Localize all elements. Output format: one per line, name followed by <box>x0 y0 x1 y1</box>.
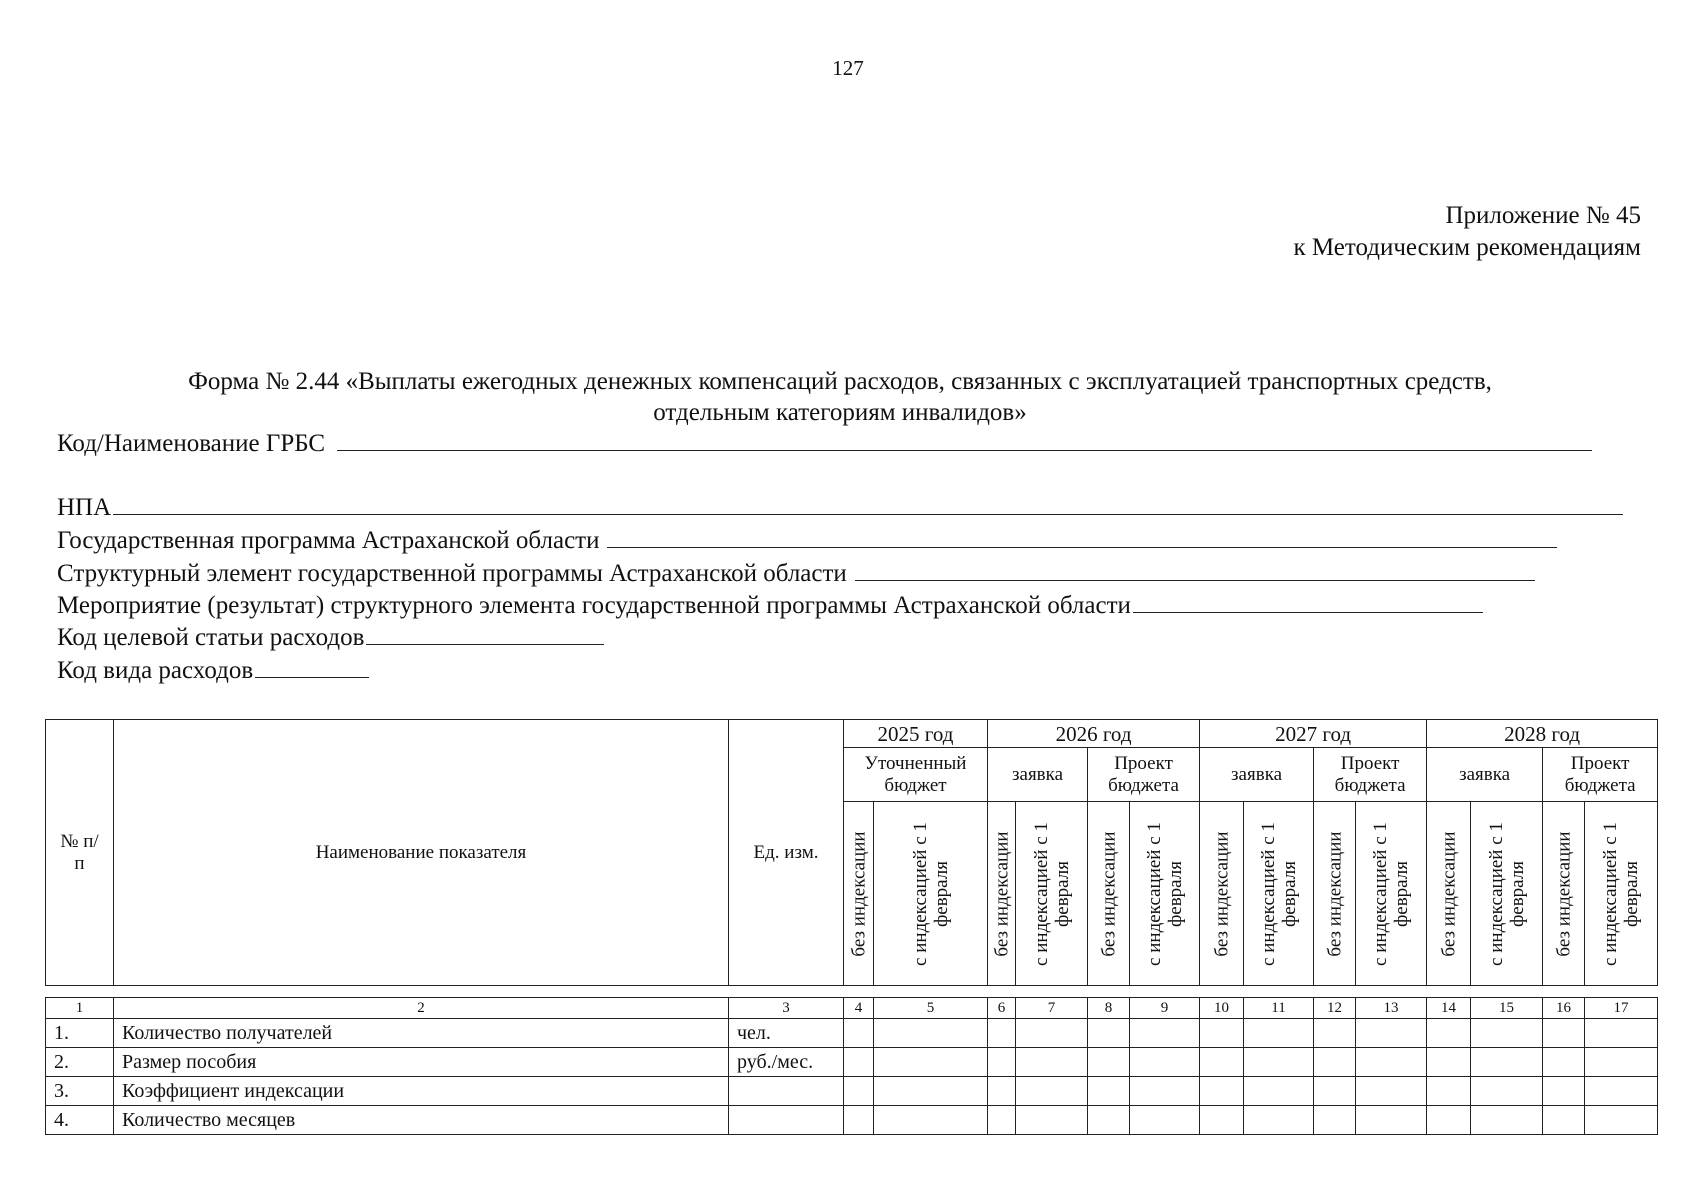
with-index-cell <box>1244 802 1314 986</box>
without-index-label: без индексации <box>1324 830 1346 957</box>
appendix-line2: к Методическим рекомендациям <box>1293 234 1641 261</box>
value-cell[interactable] <box>1130 1106 1200 1135</box>
column-number-cell: 7 <box>1016 998 1088 1019</box>
without-index-cell <box>1427 802 1471 986</box>
with-index-label: с индексацией с 1 февраля <box>1485 821 1528 966</box>
value-cell[interactable] <box>1314 1019 1356 1048</box>
without-index-cell <box>988 802 1016 986</box>
row-number: 4. <box>46 1106 114 1135</box>
with-index-cell <box>874 802 988 986</box>
with-index-cell <box>1016 802 1088 986</box>
column-number-cell: 13 <box>1356 998 1427 1019</box>
npa-fill-line[interactable] <box>113 492 1623 515</box>
value-cell[interactable] <box>1543 1019 1585 1048</box>
with-index-label: с индексацией с 1 февраля <box>1143 821 1186 966</box>
program-fill-line[interactable] <box>607 525 1557 548</box>
with-index-cell <box>1356 802 1427 986</box>
with-index-label: с индексацией с 1 февраля <box>1030 821 1073 966</box>
table-row <box>46 1048 1658 1077</box>
value-cell[interactable] <box>1314 1106 1356 1135</box>
value-cell[interactable] <box>1585 1048 1658 1077</box>
value-cell[interactable] <box>1088 1048 1130 1077</box>
npa-field <box>57 492 1623 522</box>
row-number: 1. <box>46 1019 114 1048</box>
value-cell[interactable] <box>1200 1106 1244 1135</box>
program-label: Государственная программа Астраханской области <box>57 527 600 554</box>
value-cell[interactable] <box>1244 1077 1314 1106</box>
without-index-label: без индексации <box>1098 830 1120 957</box>
table-row <box>46 1077 1658 1106</box>
row-indicator-name: Коэффициент индексации <box>114 1077 729 1106</box>
without-index-label: без индексации <box>1553 830 1575 957</box>
column-number-cell: 8 <box>1088 998 1130 1019</box>
column-number-cell: 6 <box>988 998 1016 1019</box>
value-cell[interactable] <box>1088 1019 1130 1048</box>
value-cell[interactable] <box>874 1106 988 1135</box>
target-code-field <box>57 622 604 652</box>
column-number-cell: 14 <box>1427 998 1471 1019</box>
with-index-cell <box>1130 802 1200 986</box>
year-2027: 2027 год <box>1200 720 1427 748</box>
value-cell[interactable] <box>988 1106 1016 1135</box>
request-2026: заявка <box>988 748 1088 802</box>
value-cell[interactable] <box>1427 1048 1471 1077</box>
structural-element-field <box>57 558 1535 588</box>
value-cell[interactable] <box>1200 1048 1244 1077</box>
value-cell[interactable] <box>1427 1077 1471 1106</box>
expense-code-label: Код вида расходов <box>57 657 254 684</box>
column-number-cell: 5 <box>874 998 988 1019</box>
value-cell[interactable] <box>1471 1048 1543 1077</box>
year-2028: 2028 год <box>1427 720 1658 748</box>
program-field <box>57 525 1557 555</box>
value-cell[interactable] <box>1016 1077 1088 1106</box>
expense-code-field <box>57 655 369 685</box>
form-title-line2: отдельным категориям инвалидов» <box>653 399 1027 426</box>
without-index-label: без индексации <box>848 830 869 957</box>
event-field <box>57 590 1483 620</box>
column-number-cell: 17 <box>1585 998 1658 1019</box>
value-cell[interactable] <box>1016 1019 1088 1048</box>
page-number: 127 <box>832 56 864 80</box>
value-cell[interactable] <box>1471 1019 1543 1048</box>
table-row <box>46 1019 1658 1048</box>
value-cell[interactable] <box>1427 1019 1471 1048</box>
row-indicator-name: Количество получателей <box>114 1019 729 1048</box>
with-index-label: с индексацией с 1 февраля <box>909 821 952 966</box>
without-index-label: без индексации <box>1438 830 1460 957</box>
value-cell[interactable] <box>1585 1019 1658 1048</box>
grbs-fill-line[interactable] <box>337 428 1592 451</box>
value-cell[interactable] <box>844 1048 874 1077</box>
row-unit: чел. <box>729 1019 844 1048</box>
target-code-label: Код целевой статьи расходов <box>57 624 365 651</box>
expense-code-fill-line[interactable] <box>255 655 369 678</box>
grbs-field <box>57 428 1592 458</box>
value-cell[interactable] <box>1016 1106 1088 1135</box>
value-cell[interactable] <box>874 1048 988 1077</box>
year-2025: 2025 год <box>844 720 988 748</box>
indicator-table-body <box>45 997 1658 1135</box>
without-index-cell <box>1088 802 1130 986</box>
with-index-label: с индексацией с 1 февраля <box>1257 821 1300 966</box>
structural-element-fill-line[interactable] <box>855 558 1535 581</box>
event-label: Мероприятие (результат) структурного элемента государственной программы Астраханской области <box>57 592 1131 619</box>
value-cell[interactable] <box>874 1019 988 1048</box>
structural-element-label: Структурный элемент государственной программы Астраханской области <box>57 560 847 587</box>
col-header-unit: Ед. изм. <box>729 720 844 986</box>
without-index-cell <box>1200 802 1244 986</box>
value-cell[interactable] <box>1130 1019 1200 1048</box>
request-2027: заявка <box>1200 748 1314 802</box>
without-index-cell <box>844 802 874 986</box>
value-cell[interactable] <box>1130 1048 1200 1077</box>
value-cell[interactable] <box>1200 1077 1244 1106</box>
row-unit <box>729 1106 844 1135</box>
value-cell[interactable] <box>1543 1048 1585 1077</box>
appendix-line1: Приложение № 45 <box>1445 202 1641 229</box>
value-cell[interactable] <box>1314 1048 1356 1077</box>
value-cell[interactable] <box>1200 1019 1244 1048</box>
row-indicator-name: Размер пособия <box>114 1048 729 1077</box>
value-cell[interactable] <box>1356 1106 1427 1135</box>
row-unit <box>729 1077 844 1106</box>
without-index-cell <box>1543 802 1585 986</box>
grbs-label: Код/Наименование ГРБС <box>57 430 326 457</box>
with-index-label: с индексацией с 1 февраля <box>1370 821 1413 966</box>
col-num-label: № п/п <box>60 830 99 874</box>
with-index-cell <box>1471 802 1543 986</box>
column-number-cell: 3 <box>729 998 844 1019</box>
value-cell[interactable] <box>874 1077 988 1106</box>
table-row <box>46 1106 1658 1135</box>
value-cell[interactable] <box>1471 1077 1543 1106</box>
value-cell[interactable] <box>1356 1019 1427 1048</box>
value-cell[interactable] <box>1543 1106 1585 1135</box>
column-number-cell: 4 <box>844 998 874 1019</box>
column-numbers-row <box>46 998 1658 1019</box>
draft-budget-2028: Проект бюджета <box>1543 748 1658 802</box>
with-index-cell <box>1585 802 1658 986</box>
draft-budget-2026: Проект бюджета <box>1088 748 1200 802</box>
value-cell[interactable] <box>1471 1106 1543 1135</box>
column-number-cell: 12 <box>1314 998 1356 1019</box>
without-index-cell <box>1314 802 1356 986</box>
value-cell[interactable] <box>1543 1077 1585 1106</box>
event-fill-line[interactable] <box>1133 590 1483 613</box>
without-index-label: без индексации <box>991 830 1013 957</box>
value-cell[interactable] <box>1427 1106 1471 1135</box>
table-rows <box>46 1019 1658 1135</box>
row-unit: руб./мес. <box>729 1048 844 1077</box>
value-cell[interactable] <box>1585 1106 1658 1135</box>
col-header-num <box>46 720 114 986</box>
value-cell[interactable] <box>1585 1077 1658 1106</box>
value-cell[interactable] <box>1356 1048 1427 1077</box>
value-cell[interactable] <box>844 1077 874 1106</box>
column-number-cell: 11 <box>1244 998 1314 1019</box>
value-cell[interactable] <box>1244 1048 1314 1077</box>
value-cell[interactable] <box>844 1019 874 1048</box>
with-index-label: с индексацией с 1 февраля <box>1600 821 1643 966</box>
col-header-name: Наименование показателя <box>114 720 729 986</box>
value-cell[interactable] <box>1016 1048 1088 1077</box>
target-code-fill-line[interactable] <box>366 622 604 645</box>
row-number: 3. <box>46 1077 114 1106</box>
form-title <box>60 366 1620 428</box>
indicator-table-header <box>45 719 1658 986</box>
value-cell[interactable] <box>988 1019 1016 1048</box>
form-title-line1: Форма № 2.44 «Выплаты ежегодных денежных компенсаций расходов, связанных с эксплуатацией транспортных средств, <box>188 368 1492 395</box>
value-cell[interactable] <box>1314 1077 1356 1106</box>
value-cell[interactable] <box>1244 1106 1314 1135</box>
value-cell[interactable] <box>1088 1077 1130 1106</box>
row-indicator-name: Количество месяцев <box>114 1106 729 1135</box>
value-cell[interactable] <box>988 1048 1016 1077</box>
year-2026: 2026 год <box>988 720 1200 748</box>
appendix-heading <box>1293 200 1641 264</box>
value-cell[interactable] <box>1088 1106 1130 1135</box>
column-number-cell: 15 <box>1471 998 1543 1019</box>
draft-budget-2027: Проект бюджета <box>1314 748 1427 802</box>
column-number-cell: 16 <box>1543 998 1585 1019</box>
row-number: 2. <box>46 1048 114 1077</box>
value-cell[interactable] <box>1244 1019 1314 1048</box>
column-number-cell: 2 <box>114 998 729 1019</box>
without-index-label: без индексации <box>1211 830 1233 957</box>
request-2028: заявка <box>1427 748 1543 802</box>
value-cell[interactable] <box>988 1077 1016 1106</box>
npa-label: НПА <box>57 494 112 521</box>
value-cell[interactable] <box>844 1106 874 1135</box>
value-cell[interactable] <box>1130 1077 1200 1106</box>
value-cell[interactable] <box>1356 1077 1427 1106</box>
column-number-cell: 9 <box>1130 998 1200 1019</box>
column-number-cell: 10 <box>1200 998 1244 1019</box>
refined-budget-2025: Уточненный бюджет <box>844 748 988 802</box>
column-number-cell: 1 <box>46 998 114 1019</box>
